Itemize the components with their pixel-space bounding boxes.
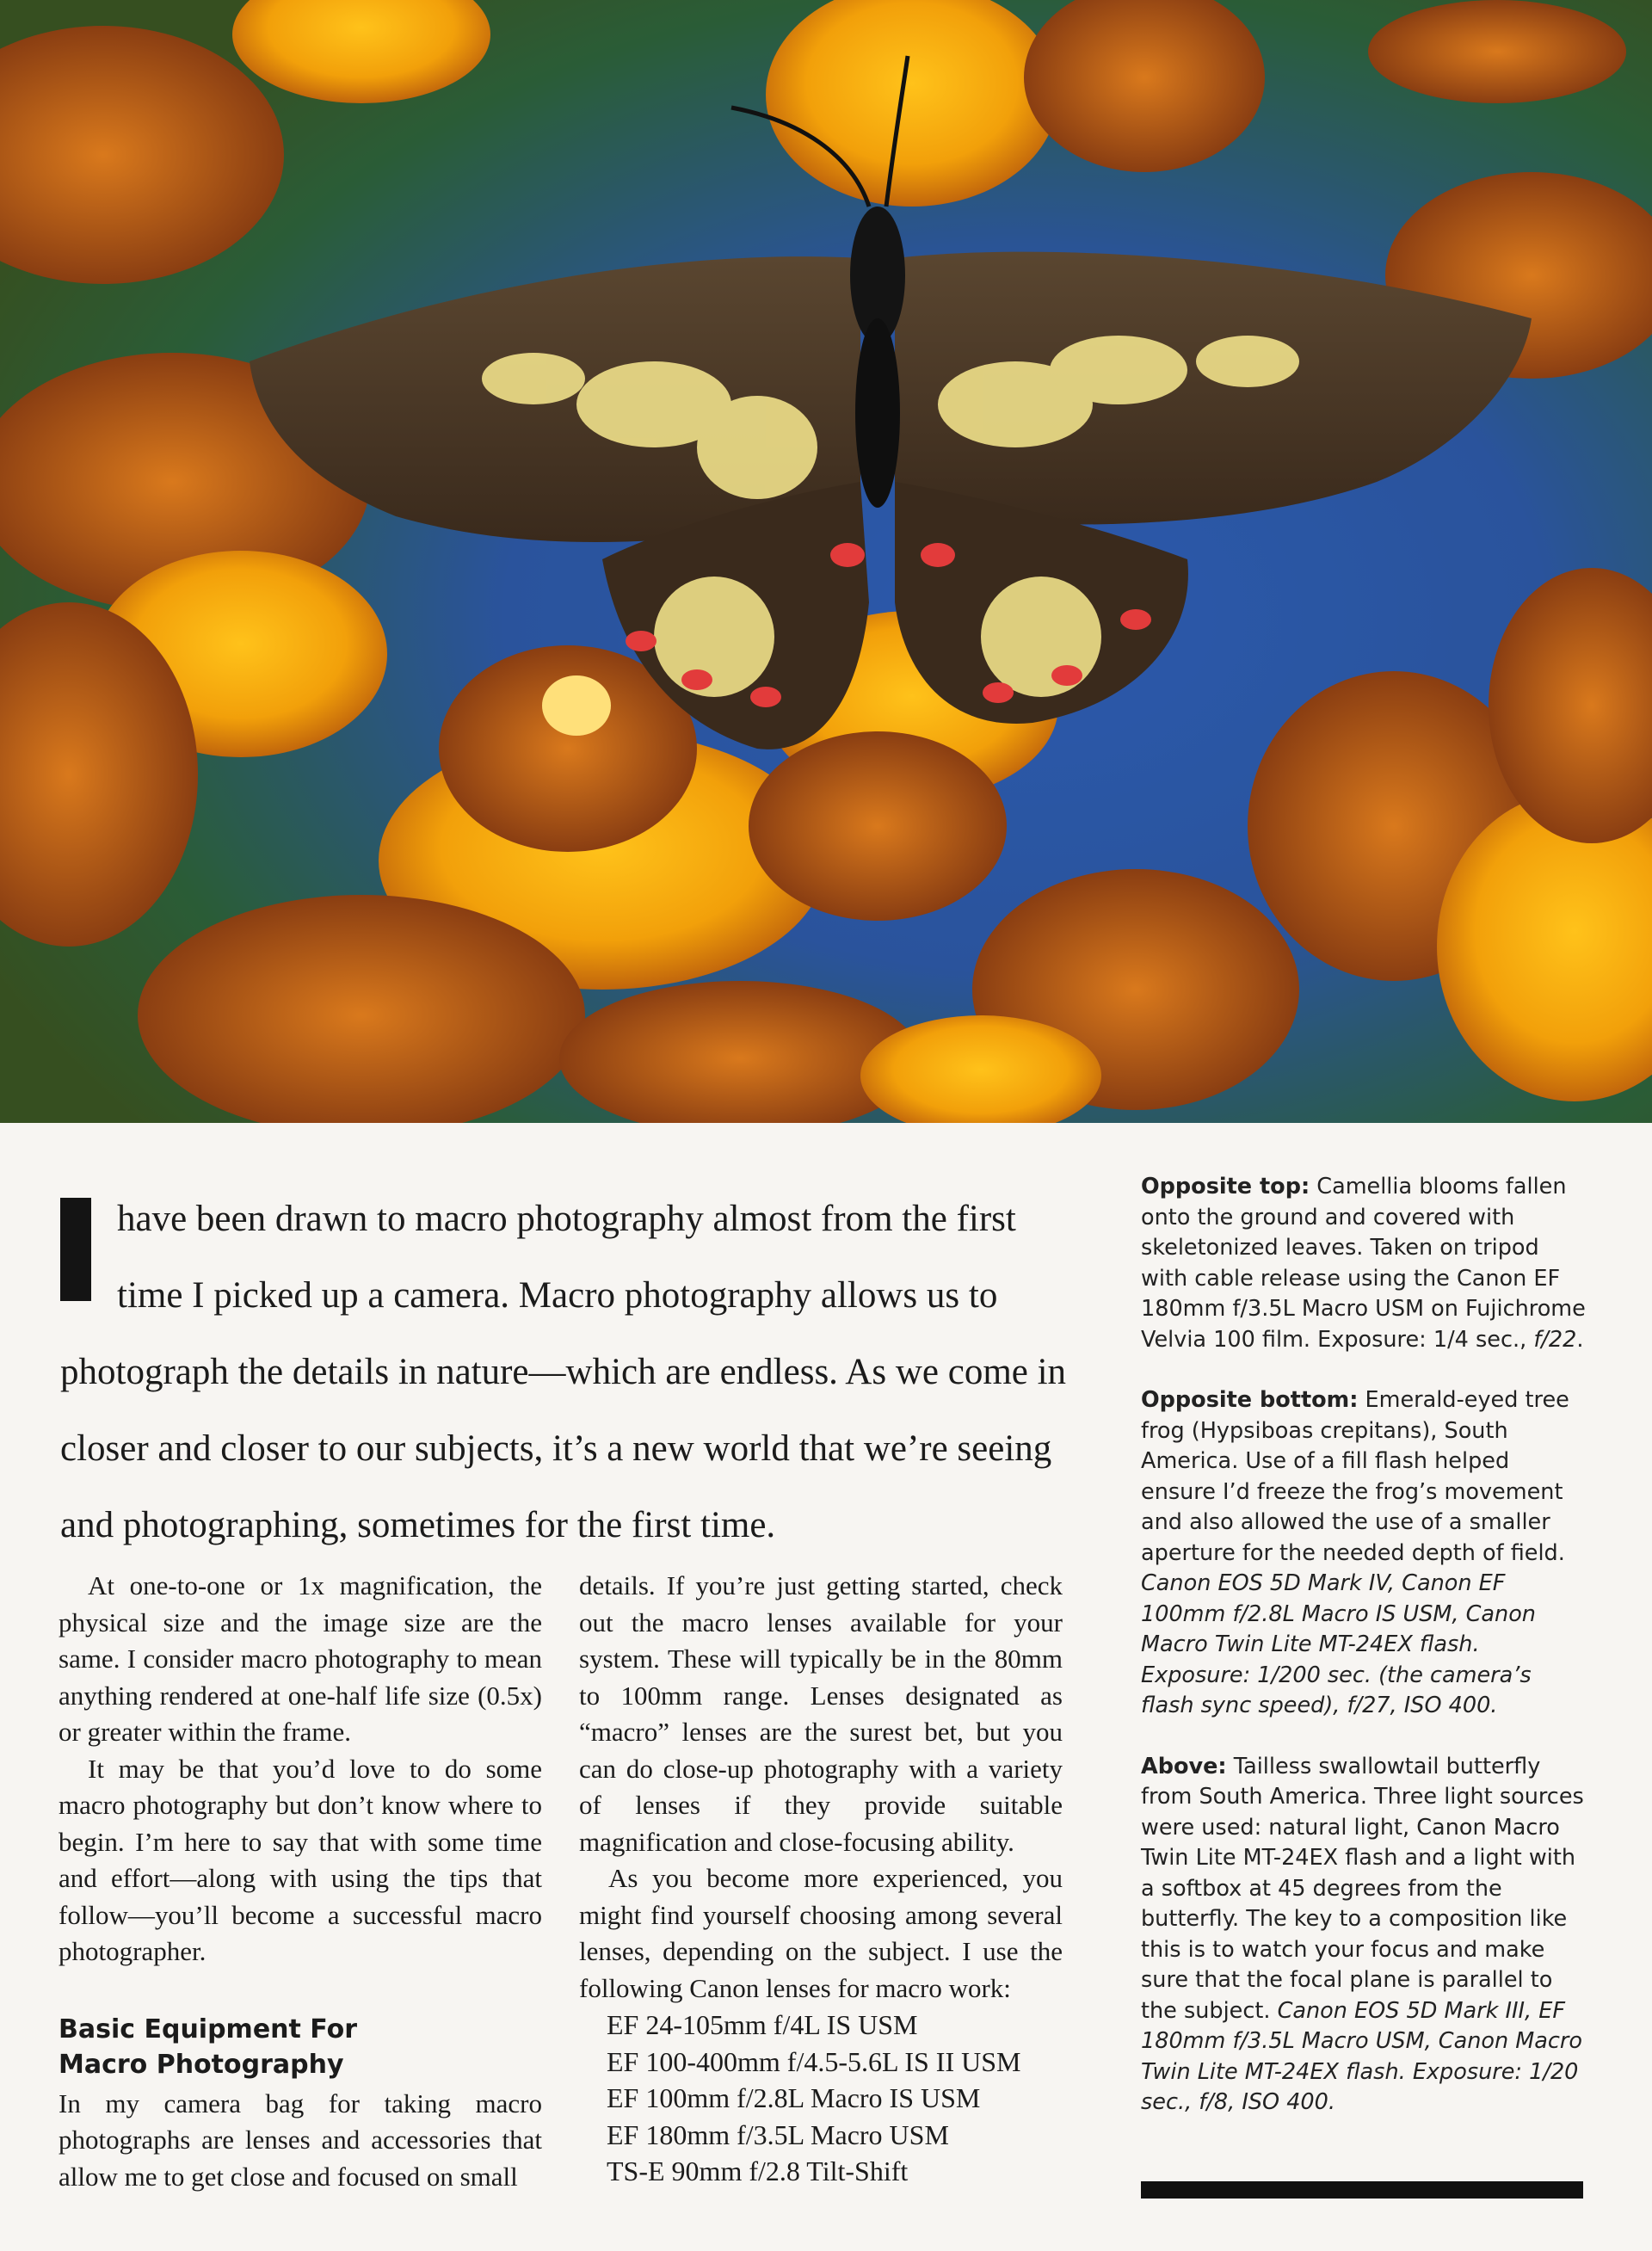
caption-label: Above:: [1141, 1753, 1227, 1779]
subhead-line: Basic Equipment For: [59, 2014, 357, 2044]
body-paragraph: At one-to-one or 1x magnification, the physical size and the image size are the same. I consider macro photography to mean anything rendered at one-half life size (0.5x) or greater within the frame.: [59, 1570, 542, 1747]
caption-label: Opposite top:: [1141, 1174, 1310, 1200]
caption-label: Opposite bottom:: [1141, 1387, 1359, 1413]
body-column-2: [579, 1568, 1063, 2190]
caption-opposite-top: [1141, 1172, 1588, 1355]
lens-item: EF 24-105mm f/4L IS USM: [607, 2009, 918, 2040]
caption-italic: Canon EOS 5D Mark III, EF 180mm f/3.5L Macro USM, Canon Macro Twin Lite MT-24EX flash. Exposure: 1/20 sec., f/8, ISO 400.: [1141, 1997, 1582, 2115]
caption-end-rule: [1141, 2181, 1583, 2199]
photo-captions: [1141, 1172, 1588, 2149]
caption-above: [1141, 1752, 1588, 2118]
lens-item: EF 100mm f/2.8L Macro IS USM: [607, 2082, 981, 2113]
lens-list: [579, 2007, 1063, 2190]
drop-cap-initial: [60, 1198, 91, 1301]
lens-item: EF 100-400mm f/4.5-5.6L IS II USM: [607, 2045, 1021, 2077]
butterfly-on-orchids-photo: [0, 0, 1652, 1123]
body-paragraph: details. If you’re just getting started, check out the macro lenses available for your system. These will typically be in the 80mm to 100mm range. Lenses designated as “macro” lenses are the surest bet, but you can do close-up photography with a variety of lenses if they provide suitable magnification and close-focusing ability.: [579, 1570, 1063, 1857]
lens-item: TS-E 90mm f/2.8 Tilt-Shift: [607, 2155, 909, 2186]
caption-italic: Canon EOS 5D Mark IV, Canon EF 100mm f/2.8L Macro IS USM, Canon Macro Twin Lite MT-24EX flash. Exposure: 1/200 sec. (the camera’s flash sync speed), f/27, ISO 400.: [1141, 1570, 1536, 1718]
caption-end: .: [1576, 1326, 1584, 1353]
section-subhead: [59, 2012, 542, 2082]
lead-paragraph: [60, 1181, 1067, 1563]
lead-text: have been drawn to macro photography almost from the first time I picked up a camera. Macro photography allows us to photograph the details in nature—which are endless. As we come in closer and closer to our subjects, it’s a new world that we’re seeing and photographing, sometimes for the first time.: [60, 1199, 1067, 1545]
caption-text: Emerald-eyed tree frog (Hypsiboas crepitans), South America. Use of a fill flash helped ensure I’d freeze the frog’s movement and also allowed the use of a smaller aperture for the needed depth of field.: [1141, 1387, 1569, 1566]
lens-item: EF 180mm f/3.5L Macro USM: [607, 2118, 949, 2150]
caption-italic: f/22: [1533, 1326, 1577, 1353]
caption-opposite-bottom: [1141, 1385, 1588, 1722]
body-column-1: [59, 1568, 542, 2195]
subhead-line: Macro Photography: [59, 2049, 344, 2080]
caption-text: Camellia blooms fallen onto the ground and covered with skeletonized leaves. Taken on tripod with cable release using the Canon EF 180mm f/3.5L Macro USM on Fujichrome Velvia 100 film. Exposure: 1/4 sec.,: [1141, 1174, 1586, 1353]
body-paragraph: It may be that you’d love to do some macro photography but don’t know where to begin. I’m here to say that with some time and effort—along with using the tips that follow—you’ll become a successful macro photographer.: [59, 1753, 542, 1966]
body-paragraph: In my camera bag for taking macro photographs are lenses and accessories that allow me to get close and focused on small: [59, 2088, 542, 2192]
caption-text: Tailless swallowtail butterfly from South America. Three light sources were used: natural light, Canon Macro Twin Lite MT-24EX flash and a light with a softbox at 45 degrees from the butterfly. The key to a composition like this is to watch your focus and make sure that the focal plane is parallel to the subject.: [1141, 1753, 1584, 2024]
body-paragraph: As you become more experienced, you might find yourself choosing among several lenses, depending on the subject. I use the following Canon lenses for macro work:: [579, 1863, 1063, 2003]
